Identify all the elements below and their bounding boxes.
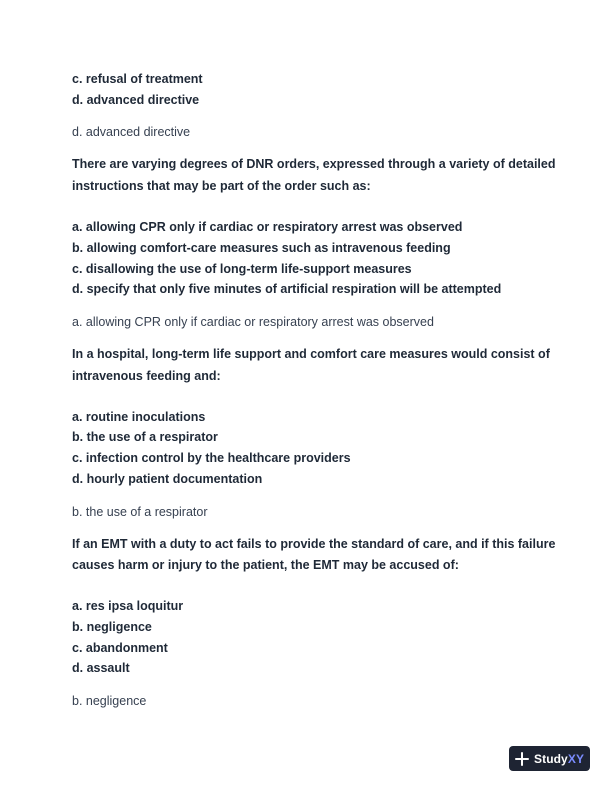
question-3-line-2: causes harm or injury to the patient, the EMT may be accused of:	[72, 558, 459, 572]
question-3-answer: b. negligence	[72, 694, 147, 708]
logo-text	[534, 752, 584, 766]
question-1-option-d: d. specify that only five minutes of artificial respiration will be attempted	[72, 282, 502, 296]
question-1-answer: a. allowing CPR only if cardiac or respiratory arrest was observed	[72, 315, 434, 329]
question-3-option-a: a. res ipsa loquitur	[72, 599, 184, 613]
question-2-line-2: intravenous feeding and:	[72, 369, 221, 383]
prev-answer: d. advanced directive	[72, 125, 191, 139]
question-3-option-c: c. abandonment	[72, 641, 168, 655]
question-3-line-1: If an EMT with a duty to act fails to provide the standard of care, and if this failure	[72, 537, 556, 551]
logo-text-main: Study	[534, 751, 568, 766]
question-2-option-c: c. infection control by the healthcare providers	[72, 451, 351, 465]
question-2-answer: b. the use of a respirator	[72, 505, 208, 519]
prev-option-c: c. refusal of treatment	[72, 72, 203, 86]
prev-option-d: d. advanced directive	[72, 93, 200, 107]
question-2-option-a: a. routine inoculations	[72, 410, 206, 424]
question-2-option-b: b. the use of a respirator	[72, 430, 218, 444]
question-1-option-a: a. allowing CPR only if cardiac or respiratory arrest was observed	[72, 220, 463, 234]
question-1-line-2: instructions that may be part of the order such as:	[72, 179, 371, 193]
studyxy-logo[interactable]	[509, 746, 590, 771]
question-1-line-1: There are varying degrees of DNR orders, expressed through a variety of detailed	[72, 157, 556, 171]
question-1-option-b: b. allowing comfort-care measures such as intravenous feeding	[72, 241, 451, 255]
logo-text-accent: XY	[567, 751, 585, 766]
question-3-option-b: b. negligence	[72, 620, 152, 634]
question-2-line-1: In a hospital, long-term life support and comfort care measures would consist of	[72, 347, 550, 361]
plus-icon	[515, 752, 529, 766]
question-2-option-d: d. hourly patient documentation	[72, 472, 263, 486]
question-3-option-d: d. assault	[72, 661, 130, 675]
question-1-option-c: c. disallowing the use of long-term life-support measures	[72, 262, 412, 276]
